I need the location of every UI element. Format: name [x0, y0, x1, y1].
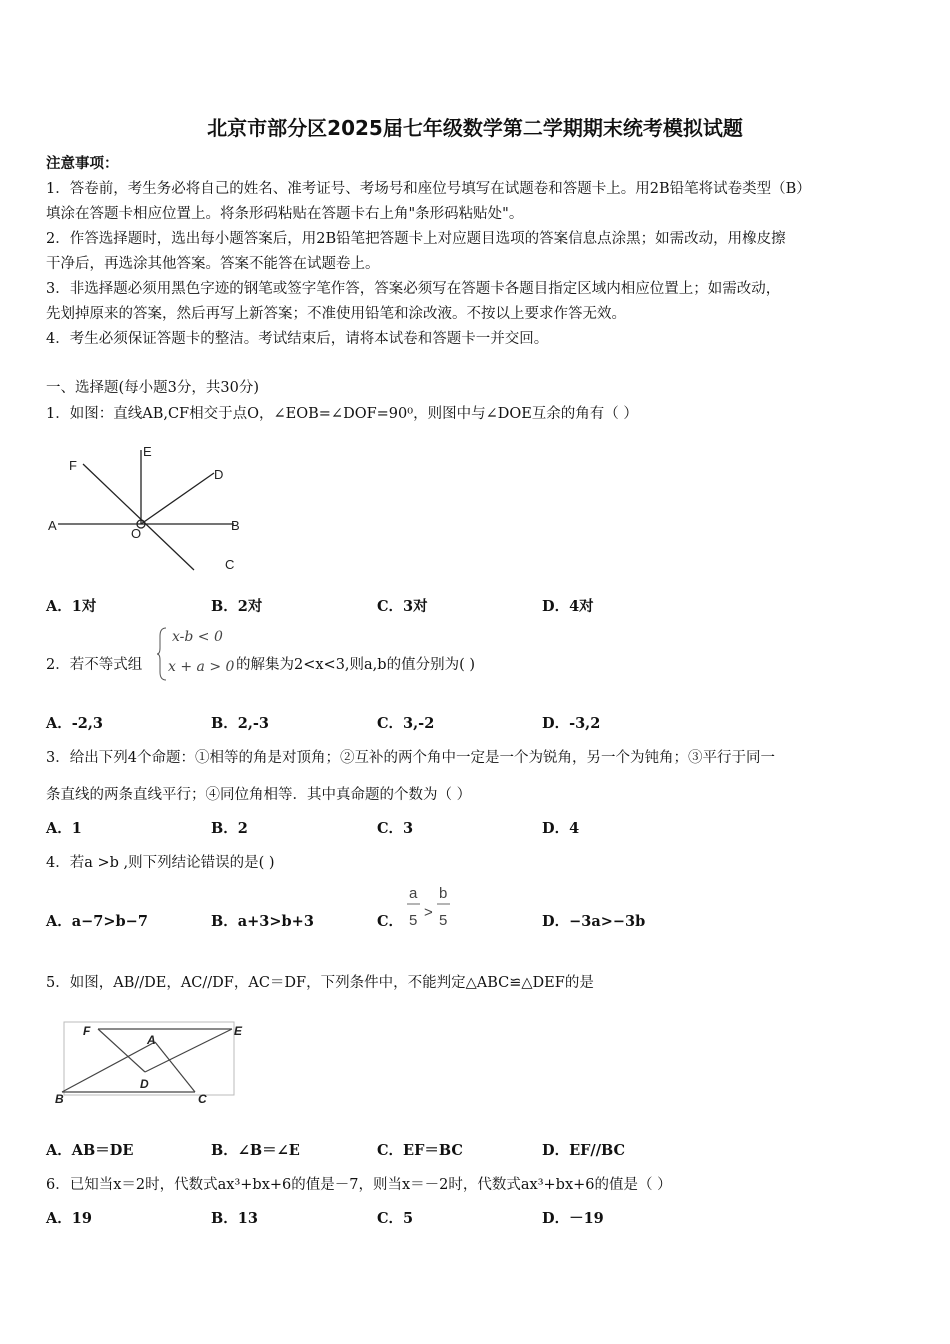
greater-than-sign: > [424, 904, 433, 921]
q4-option-b[interactable]: B．a+3>b+3 [211, 913, 314, 930]
question-2-number: 2．若不等式组 [46, 657, 143, 673]
q6-option-d[interactable]: D．－19 [542, 1210, 604, 1227]
q4-option-a[interactable]: A．a−7>b−7 [46, 913, 148, 930]
q5-label-B: B [55, 1092, 64, 1106]
q5-option-c[interactable]: C．EF＝BC [377, 1142, 463, 1159]
q5-figure-triangles [52, 1017, 252, 1109]
q3-option-c[interactable]: C．3 [377, 820, 414, 837]
q1-label-C: C [225, 557, 235, 572]
q2-option-a[interactable]: A．-2,3 [46, 715, 103, 732]
q5-option-d[interactable]: D．EF//BC [542, 1142, 626, 1159]
question-4-stem: 4．若a >b ,则下列结论错误的是( ) [46, 855, 275, 871]
question-3-line-2: 条直线的两条直线平行；④同位角相等．其中真命题的个数为（ ） [46, 787, 472, 803]
q2-option-b[interactable]: B．2,-3 [211, 715, 269, 732]
q5-option-a[interactable]: A．AB＝DE [46, 1142, 134, 1159]
notice-line: 2．作答选择题时，选出每小题答案后，用2B铅笔把答题卡上对应题目选项的答案信息点涂黑；如需改动，用橡皮擦 [46, 231, 786, 247]
notice-line: 1．答卷前，考生务必将自己的姓名、准考证号、考场号和座位号填写在试题卷和答题卡上。用2B铅笔将试卷类型（B） [46, 181, 811, 197]
q2-option-d[interactable]: D．-3,2 [542, 715, 601, 732]
q1-option-d[interactable]: D．4对 [542, 598, 594, 615]
question-6-stem: 6．已知当x＝2时，代数式ax³+bx+6的值是－7，则当x＝－2时，代数式ax³+bx+6的值是（ ） [46, 1177, 672, 1193]
q6-option-b[interactable]: B．13 [211, 1210, 258, 1227]
notice-line: 先划掉原来的答案，然后再写上新答案；不准使用铅笔和涂改液。不按以上要求作答无效。 [46, 306, 626, 322]
q1-figure-intersecting-lines [44, 438, 259, 578]
notice-line: 4．考生必须保证答题卡的整洁。考试结束后，请将本试卷和答题卡一并交回。 [46, 331, 549, 347]
q1-option-a[interactable]: A．1对 [46, 598, 97, 615]
page-title: 北京市部分区2025届七年级数学第二学期期末统考模拟试题 [207, 116, 743, 140]
q5-label-C: C [198, 1092, 207, 1106]
q5-option-b[interactable]: B．∠B＝∠E [211, 1142, 300, 1159]
q1-option-b[interactable]: B．2对 [211, 598, 263, 615]
q5-label-F: F [83, 1024, 91, 1038]
notice-line: 填涂在答题卡相应位置上。将条形码粘贴在答题卡右上角"条形码粘贴处"。 [46, 206, 524, 222]
q5-label-A: A [147, 1033, 156, 1047]
q1-label-F: F [69, 458, 77, 473]
q4-option-c-label[interactable]: C． [377, 913, 404, 930]
notice-heading: 注意事项： [46, 155, 119, 172]
q6-option-a[interactable]: A．19 [46, 1210, 92, 1227]
q4-option-d[interactable]: D．−3a>−3b [542, 913, 646, 930]
q1-label-A: A [48, 518, 57, 533]
q2-inequality-1: x-b < 0 [172, 629, 223, 645]
left-brace-icon [156, 626, 168, 682]
q5-label-E: E [234, 1024, 243, 1038]
q1-label-D: D [214, 467, 224, 482]
q5-label-D: D [140, 1077, 149, 1091]
question-1-stem: 1．如图：直线AB,CF相交于点O，∠EOB=∠DOF=90⁰，则图中与∠DOE互余的角有（ ） [46, 406, 638, 422]
q1-label-E: E [143, 444, 152, 459]
fraction-numerator-a: a [409, 885, 418, 902]
fraction-denominator: 5 [409, 912, 418, 929]
question-2-tail: 的解集为2<x<3,则a,b的值分别为( ) [236, 657, 475, 673]
q3-option-a[interactable]: A．1 [46, 820, 82, 837]
fraction-denominator: 5 [439, 912, 448, 929]
notice-line: 3．非选择题必须用黑色字迹的钢笔或签字笔作答，答案必须写在答题卡各题目指定区域内相应位置上；如需改动， [46, 281, 781, 297]
q6-option-c[interactable]: C．5 [377, 1210, 414, 1227]
question-3-line-1: 3．给出下列4个命题：①相等的角是对顶角；②互补的两个角中一定是一个为锐角，另一个为钝角；③平行于同一 [46, 750, 775, 766]
q2-option-c[interactable]: C．3,-2 [377, 715, 435, 732]
fraction-numerator-b: b [439, 885, 448, 902]
q1-label-O: O [131, 526, 142, 541]
question-5-stem: 5．如图，AB//DE，AC//DF，AC＝DF，下列条件中，不能判定△ABC≌△DEF的是 [46, 975, 594, 991]
q3-option-d[interactable]: D．4 [542, 820, 580, 837]
q3-option-b[interactable]: B．2 [211, 820, 248, 837]
q1-label-B: B [231, 518, 240, 533]
q1-option-c[interactable]: C．3对 [377, 598, 428, 615]
q2-inequality-2: x + a > 0 [168, 659, 235, 675]
section-heading: 一、选择题(每小题3分，共30分) [46, 380, 259, 396]
notice-line: 干净后，再选涂其他答案。答案不能答在试题卷上。 [46, 256, 380, 272]
q4-option-c-fraction[interactable] [404, 880, 454, 932]
